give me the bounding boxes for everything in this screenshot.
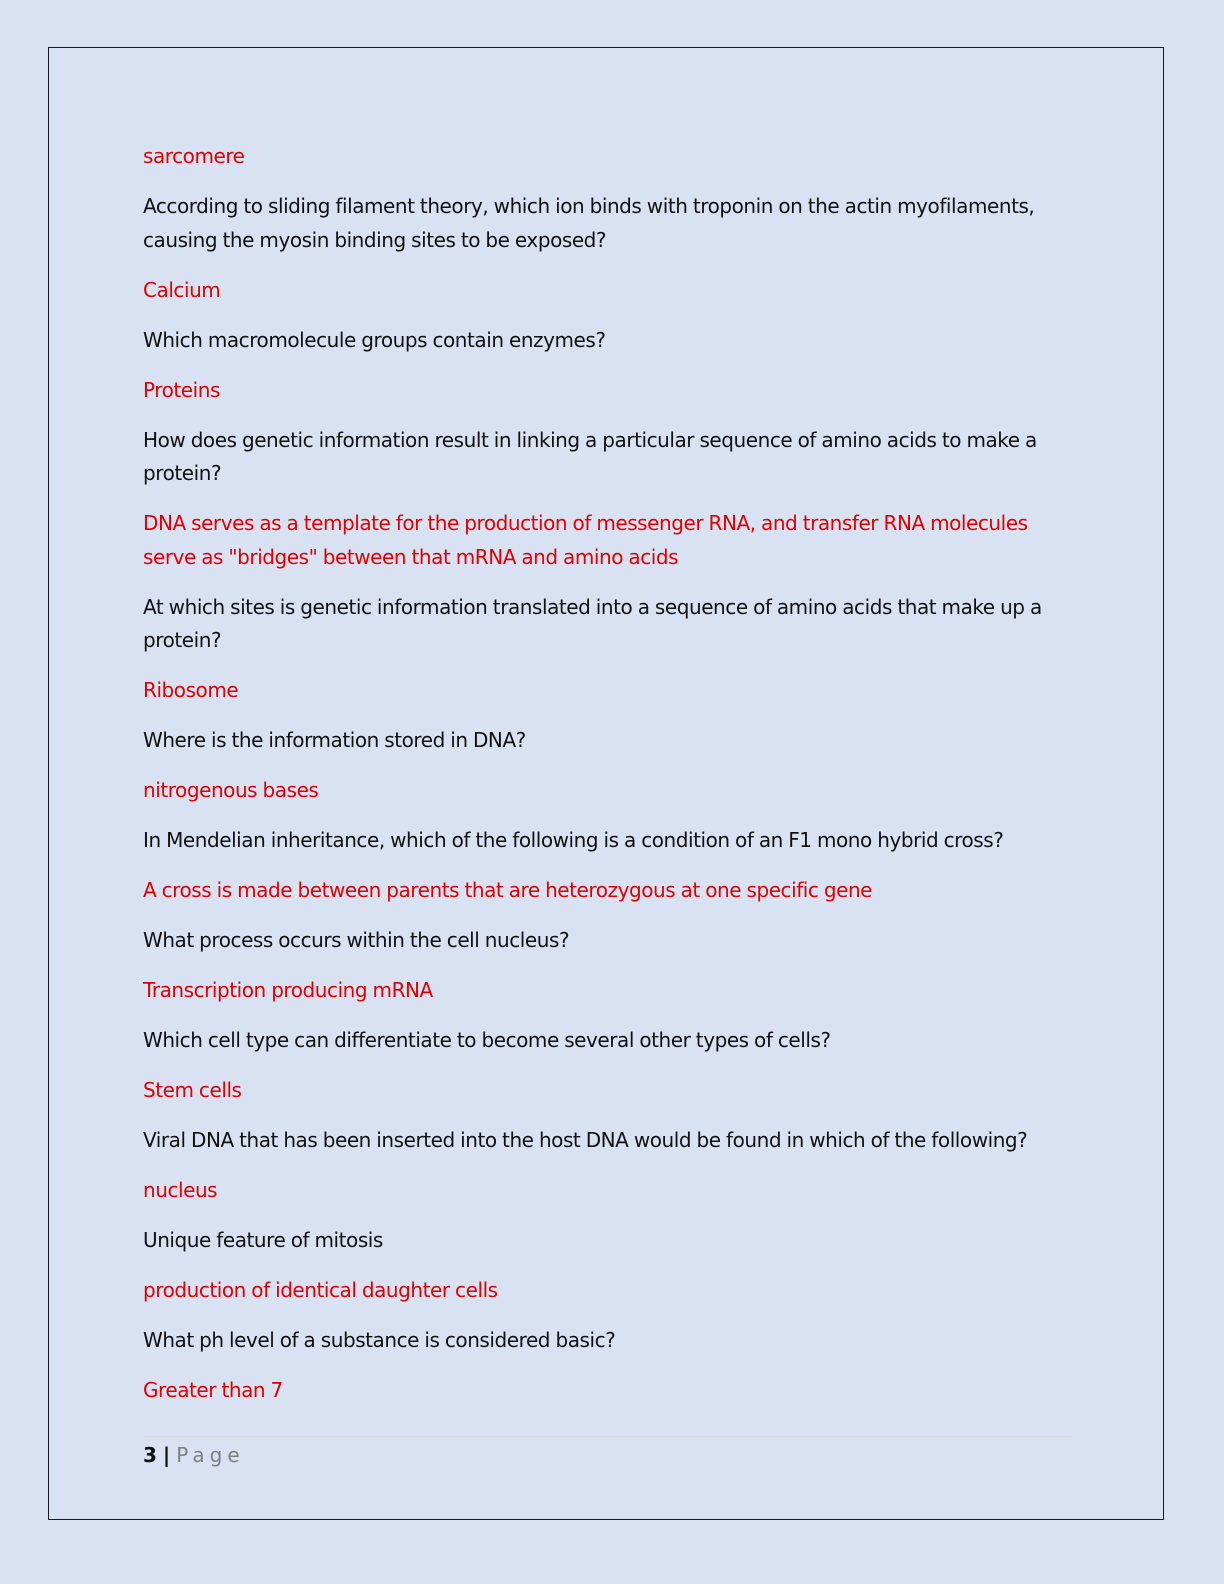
answer-text: Stem cells xyxy=(143,1078,242,1102)
answer-text: sarcomere xyxy=(143,144,245,168)
question-text: Which macromolecule groups contain enzymes? xyxy=(143,327,606,352)
question-text: How does genetic information result in linking a particular sequence of amino acids to make a protein? xyxy=(143,427,1037,485)
answer-text: Ribosome xyxy=(143,678,239,702)
answer-text: production of identical daughter cells xyxy=(143,1278,498,1302)
question-text: Which cell type can differentiate to become several other types of cells? xyxy=(143,1028,831,1052)
answer-text: Greater than 7 xyxy=(143,1378,283,1402)
question-text: In Mendelian inheritance, which of the following is a condition of an F1 mono hybrid cross? xyxy=(143,828,1004,852)
question-text: Viral DNA that has been inserted into the host DNA would be found in which of the following? xyxy=(143,1128,1028,1152)
question-text: At which sites is genetic information translated into a sequence of amino acids that make up a protein? xyxy=(143,594,1042,652)
answer-text: Transcription producing mRNA xyxy=(143,978,433,1002)
question-text: What ph level of a substance is considered basic? xyxy=(143,1328,616,1352)
question-text: Unique feature of mitosis xyxy=(143,1228,383,1252)
answer-text: nucleus xyxy=(143,1178,218,1202)
answer-text: Proteins xyxy=(143,377,220,402)
question-text: What process occurs within the cell nucleus? xyxy=(143,928,570,952)
answer-text: A cross is made between parents that are heterozygous at one specific gene xyxy=(143,878,873,902)
answer-text: nitrogenous bases xyxy=(143,778,319,802)
answer-text: Calcium xyxy=(143,277,221,302)
footer-separator: | xyxy=(162,1443,171,1467)
page-number: 3 xyxy=(143,1443,157,1467)
page-footer xyxy=(143,1436,1073,1469)
document-body xyxy=(143,140,1078,1424)
page-label: Page xyxy=(176,1443,245,1467)
question-text: According to sliding filament theory, which ion binds with troponin on the actin myofilaments, causing the myosin binding sites to be exposed? xyxy=(143,194,1035,252)
answer-text: DNA serves as a template for the production of messenger RNA, and transfer RNA molecules serve as "bridges" between that mRNA and amino acids xyxy=(143,511,1028,569)
question-text: Where is the information stored in DNA? xyxy=(143,728,526,752)
